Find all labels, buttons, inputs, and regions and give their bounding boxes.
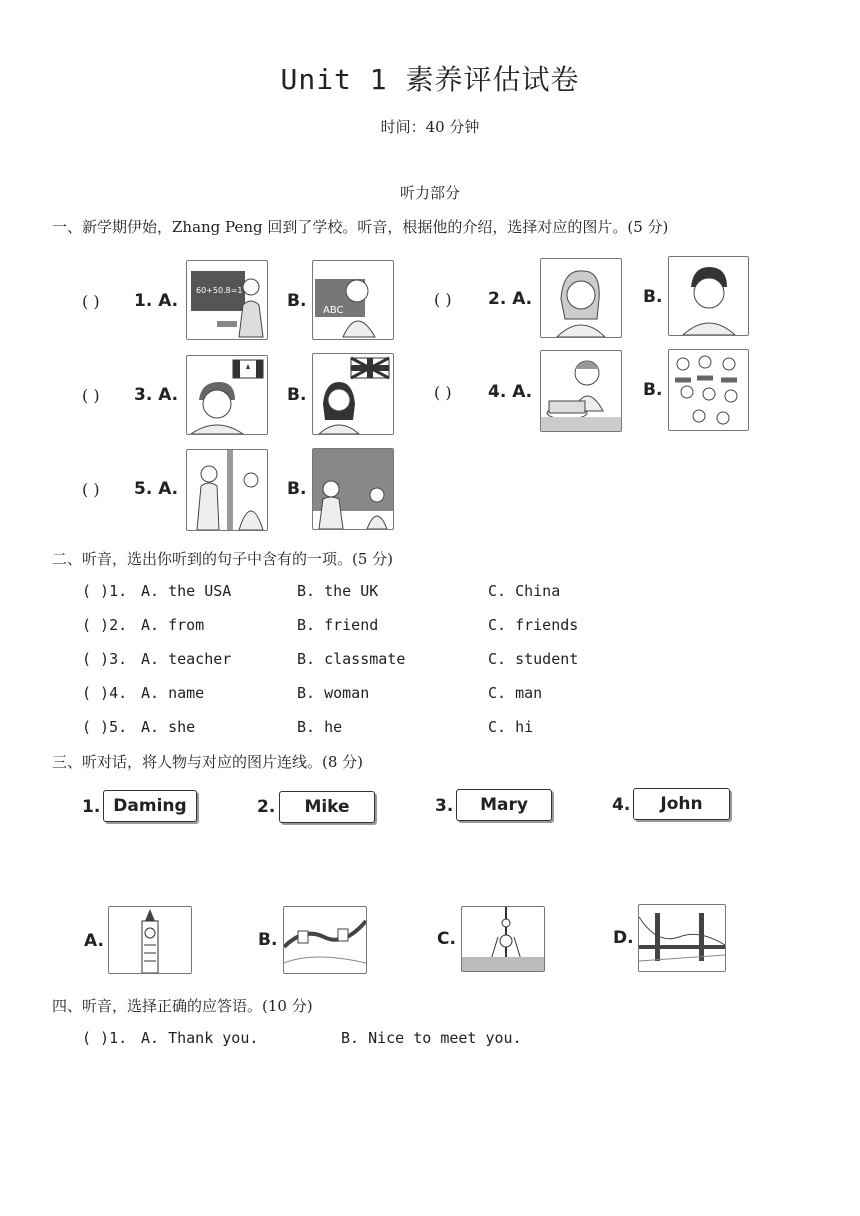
name-box-mike[interactable]: Mike [279,791,375,823]
place-c-label: C. [437,929,456,949]
item-2-label: 2. A. [488,289,533,309]
s2-q5-option-b: B. he [297,718,343,736]
name-2-number: 2. [257,797,276,817]
s2-q3-option-a: A. teacher [141,650,232,668]
s4-q1-option-a: A. Thank you. [141,1029,259,1047]
s2-q1-option-b: B. the UK [297,582,379,600]
s2-q1-option-c: C. China [488,582,561,600]
name-4-number: 4. [612,795,631,815]
answer-blank-1[interactable]: ( ) [82,292,100,311]
item-3b-label: B. [287,385,307,405]
item-1-label: 1. A. [134,291,179,311]
s2-q3-option-c: C. student [488,650,579,668]
picture-5a-door-greeting [186,449,268,531]
answer-blank-3[interactable]: ( ) [82,386,100,405]
item-1b-label: B. [287,291,307,311]
s2-q2-option-c: C. friends [488,616,579,634]
answer-blank-5[interactable]: ( ) [82,480,100,499]
s2-q4-option-a: A. name [141,684,205,702]
s4-q1-number[interactable]: ( )1. [82,1029,128,1047]
section3-heading: 三、听对话，将人物与对应的图片连线。(8 分) [52,753,364,771]
item-5-label: 5. A. [134,479,179,499]
s2-q4-option-c: C. man [488,684,543,702]
picture-4a-girl-cake [540,350,622,432]
picture-3b-uk-girl [312,353,394,435]
item-5b-label: B. [287,479,307,499]
answer-blank-4[interactable]: ( ) [434,383,452,402]
answer-blank-2[interactable]: ( ) [434,290,452,309]
s2-q3-option-b: B. classmate [297,650,406,668]
s2-q2-option-a: A. from [141,616,205,634]
place-d-golden-gate-bridge[interactable] [638,904,726,972]
listening-part-heading: 听力部分 [399,184,460,202]
page-title: Unit 1 素养评估试卷 [280,63,580,96]
item-4-label: 4. A. [488,382,533,402]
item-2b-label: B. [643,287,663,307]
picture-1b-teacher-abc [312,260,394,340]
picture-5b-board-writing [312,448,394,530]
time-limit: 时间：40 分钟 [380,118,480,136]
picture-2b-boy [668,256,749,336]
name-3-number: 3. [435,796,454,816]
place-d-label: D. [613,928,634,948]
board-abc-text: ABC [323,305,344,316]
place-a-label: A. [84,931,104,951]
s2-q5-number[interactable]: ( )5. [82,718,128,736]
section1-heading: 一、新学期伊始，Zhang Peng 回到了学校。听音，根据他的介绍，选择对应的图片。(5 分) [52,218,669,236]
place-b-label: B. [258,930,278,950]
name-box-daming[interactable]: Daming [103,790,197,822]
s2-q2-option-b: B. friend [297,616,379,634]
section2-heading: 二、听音，选出你听到的句子中含有的一项。(5 分) [52,550,394,568]
board-text: 60+50.8=1 [196,286,243,295]
s2-q2-number[interactable]: ( )2. [82,616,128,634]
s2-q1-option-a: A. the USA [141,582,232,600]
picture-1a-teacher-math [186,260,268,340]
name-box-john[interactable]: John [633,788,730,820]
name-1-number: 1. [82,797,101,817]
name-box-mary[interactable]: Mary [456,789,552,821]
place-c-oriental-pearl-tower[interactable] [461,906,545,972]
place-b-great-wall[interactable] [283,906,367,974]
picture-4b-classmates-group [668,349,749,431]
s2-q5-option-a: A. she [141,718,196,736]
s2-q3-number[interactable]: ( )3. [82,650,128,668]
s4-q1-option-b: B. Nice to meet you. [341,1029,522,1047]
s2-q4-number[interactable]: ( )4. [82,684,128,702]
s2-q4-option-b: B. woman [297,684,370,702]
item-3-label: 3. A. [134,385,179,405]
item-4b-label: B. [643,380,663,400]
place-a-big-ben[interactable] [108,906,192,974]
s2-q5-option-c: C. hi [488,718,534,736]
s2-q1-number[interactable]: ( )1. [82,582,128,600]
section4-heading: 四、听音，选择正确的应答语。(10 分) [52,997,313,1015]
picture-2a-girl [540,258,622,338]
picture-3a-canada-boy [186,355,268,435]
